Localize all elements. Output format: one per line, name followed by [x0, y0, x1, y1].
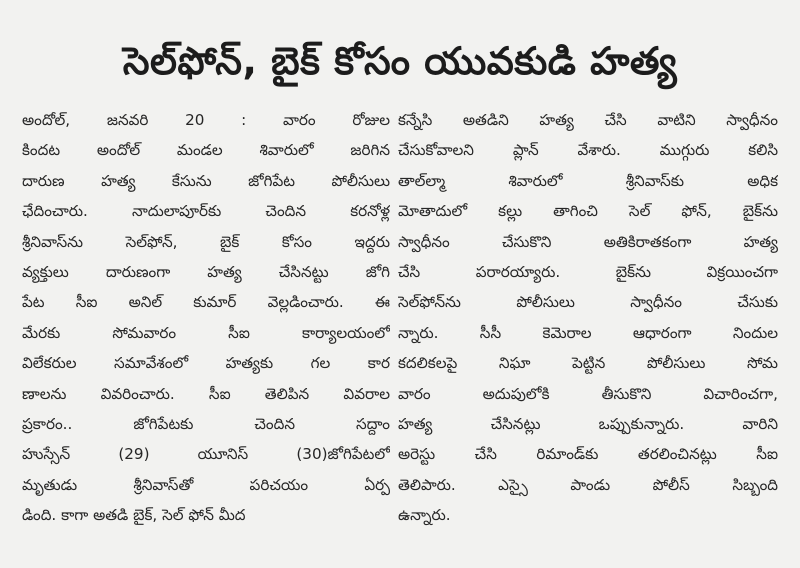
text-line: మృతుడు శ్రీనివాస్‌తో పరిచయం ఏర్ప [22, 475, 390, 494]
text-line: మోతాదులో కల్లు తాగించి సెల్ ఫోన్, బైక్‌ను [398, 202, 778, 221]
text-line: ణాలను వివరించారు. సీఐ తెలిపిన వివరాల [22, 384, 390, 403]
text-line: చేసుకోవాలని ప్లాన్ వేశారు. ముగ్గురు కలిసి [398, 141, 778, 160]
text-line: సెల్‌ఫోన్‌ను పోలీసులు స్వాధీనం చేసుకు [398, 293, 778, 312]
article-headline: సెల్‌ఫోన్, బైక్ కోసం యువకుడి హత్య [122, 39, 678, 83]
text-line: ఛేదించారు. నాదులాపూర్‌కు చెందిన కరనోళ్ల [22, 202, 390, 221]
text-line: హత్య చేసినట్లు ఒప్పుకున్నారు. వారిని [398, 414, 778, 433]
text-line: విలేకరుల సమావేశంలో హత్యకు గల కార [22, 354, 390, 373]
text-line: హుస్సేన్ (29) యూనిస్ (30)జోగిపేటలో [22, 445, 390, 464]
text-line: తాల్‌ల్మా శివారులో శ్రీనివాస్‌కు అధిక [398, 171, 778, 190]
text-line: డింది. కాగా అతడి బైక్, సెల్ ఫోన్ మీద [22, 506, 246, 525]
text-line: దారుణ హత్య కేసును జోగిపేట పోలీసులు [22, 171, 390, 190]
text-line: తెలిపారు. ఎస్సై పాండు పోలీస్ సిబ్బంది [398, 475, 778, 494]
text-line: అరెస్టు చేసి రిమాండ్‌కు తరలించినట్లు సీఐ [398, 445, 778, 464]
right-text-column [398, 105, 778, 560]
text-line: న్నారు. సీసీ కెమెరాల ఆధారంగా నిందుల [398, 323, 778, 342]
top-cropped-strip [0, 0, 800, 14]
text-line: చేసి పరారయ్యారు. బైక్‌ను విక్రయించగా [398, 262, 778, 281]
text-line: వ్యక్తులు దారుణంగా హత్య చేసినట్టు జోగి [22, 262, 390, 281]
text-line: అందోల్, జనవరి 20 : వారం రోజుల [22, 111, 390, 129]
text-line: కన్నేసి అతడిని హత్య చేసి వాటిని స్వాధీనం [398, 111, 778, 129]
text-line: కదలికలపై నిఘా పెట్టిన పోలీసులు సోమ [398, 354, 778, 373]
text-line: వారం అదుపులోకి తీసుకొని విచారించగా, [398, 384, 778, 403]
text-line: ప్రకారం.. జోగిపేటకు చెందిన సద్దాం [22, 414, 390, 433]
left-text-column [22, 105, 390, 560]
text-line: కిందట అందోల్ మండల శివారులో జరిగిన [22, 141, 390, 160]
text-line: ఉన్నారు. [398, 506, 451, 525]
text-line: శ్రీనివాస్‌ను సెల్‌ఫోన్, బైక్ కోసం ఇద్దరు [22, 232, 390, 251]
text-line: పేట సీఐ అనిల్ కుమార్ వెల్లడించారు. ఈ [22, 293, 390, 312]
text-line: మేరకు సోమవారం సీఐ కార్యాలయంలో [22, 323, 390, 342]
text-line: స్వాధీనం చేసుకొని అతికిరాతకంగా హత్య [398, 232, 778, 251]
